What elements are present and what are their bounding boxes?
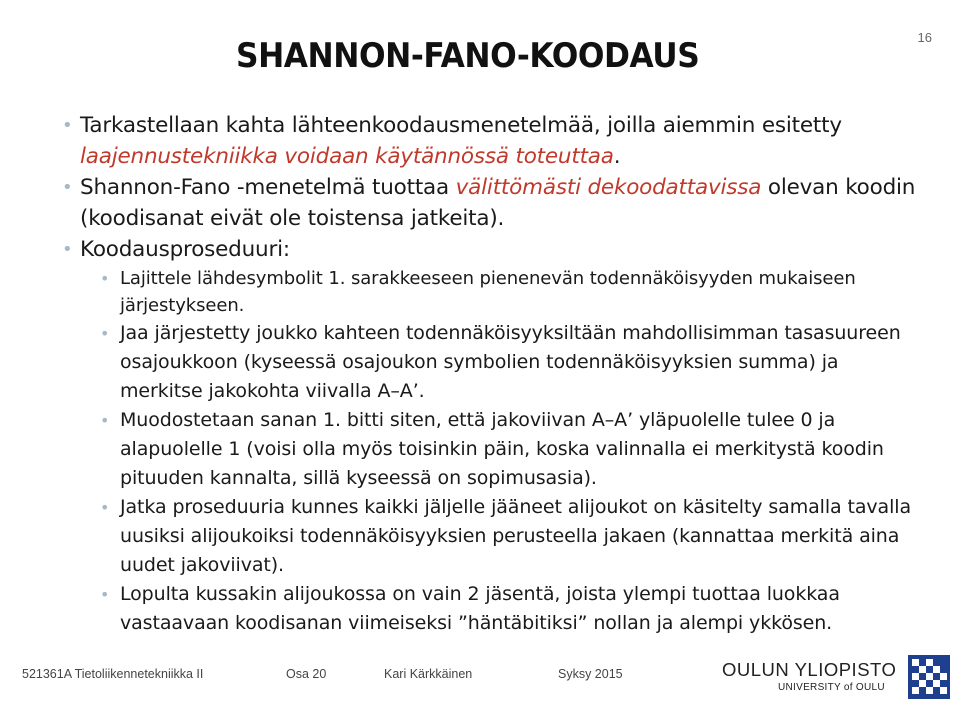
logo-name: OULUN YLIOPISTO <box>722 659 897 680</box>
footer-term: Syksy 2015 <box>558 667 623 681</box>
bullet-text: Koodausproseduuri: <box>80 237 290 262</box>
slide-title: SHANNON-FANO-KOODAUS <box>236 36 700 76</box>
sub-bullet-item: • Muodostetaan sanan 1. bitti siten, että jakoviivan A–A’ yläpuolelle tulee 0 ja alapuolelle 1 (voisi olla myös toisinkin päin, koska valinnalla ei merkitystä koodin pituuden kannalta, sillä kyseessä on sopimusasia). <box>100 406 922 493</box>
university-emblem-icon <box>908 655 950 699</box>
slide-content <box>62 110 922 638</box>
footer-course: 521361A Tietoliikennetekniikka II <box>22 667 204 681</box>
sub-bullet-item: • Jatka proseduuria kunnes kaikki jäljelle jääneet alijoukot on käsitelty samalla tavalla uusiksi alijoukoiksi todennäköisyyksien perusteella jakaen (kannattaa merkitä aina uudet jakoviivat). <box>100 493 922 580</box>
bullet-list <box>62 110 922 638</box>
logo-subtitle: UNIVERSITY of OULU <box>778 682 885 693</box>
slide-number: 16 <box>917 30 932 45</box>
footer-part: Osa 20 <box>286 667 327 681</box>
bullet-item <box>62 234 922 638</box>
sub-bullet-item: • Lopulta kussakin alijoukossa on vain 2 jäsentä, joista ylempi tuottaa luokkaa vastaavaan koodisanan viimeiseksi ”häntäbitiksi” nollan ja alempi ykkösen. <box>100 580 922 638</box>
sub-bullet-item: • Lajittele lähdesymbolit 1. sarakkeeseen pienenevän todennäköisyyden mukaiseen järjestykseen. <box>100 265 922 319</box>
bullet-text: olevan koodin (koodisanat eivät ole toistensa jatkeita). <box>80 175 916 231</box>
bullet-item <box>62 110 922 172</box>
bullet-text: . <box>613 144 621 169</box>
bullet-emphasis: välittömästi dekoodattavissa <box>455 175 762 200</box>
university-logo <box>722 655 952 700</box>
bullet-text: Tarkastellaan kahta lähteenkoodausmenetelmää, joilla aiemmin esitetty <box>80 113 842 138</box>
sub-bullet-list <box>100 265 922 638</box>
bullet-item <box>62 172 922 234</box>
bullet-emphasis: laajennustekniikka voidaan käytännössä toteuttaa <box>80 144 614 169</box>
bullet-text: Shannon-Fano -menetelmä tuottaa <box>80 175 456 200</box>
sub-bullet-item: • Jaa järjestetty joukko kahteen todennäköisyyksiltään mahdollisimman tasasuureen osajoukkoon (kyseessä osajoukon symbolien todennäköisyyksien summa) ja merkitse jakokohta viivalla A–A’. <box>100 319 922 406</box>
footer-author: Kari Kärkkäinen <box>384 667 473 681</box>
